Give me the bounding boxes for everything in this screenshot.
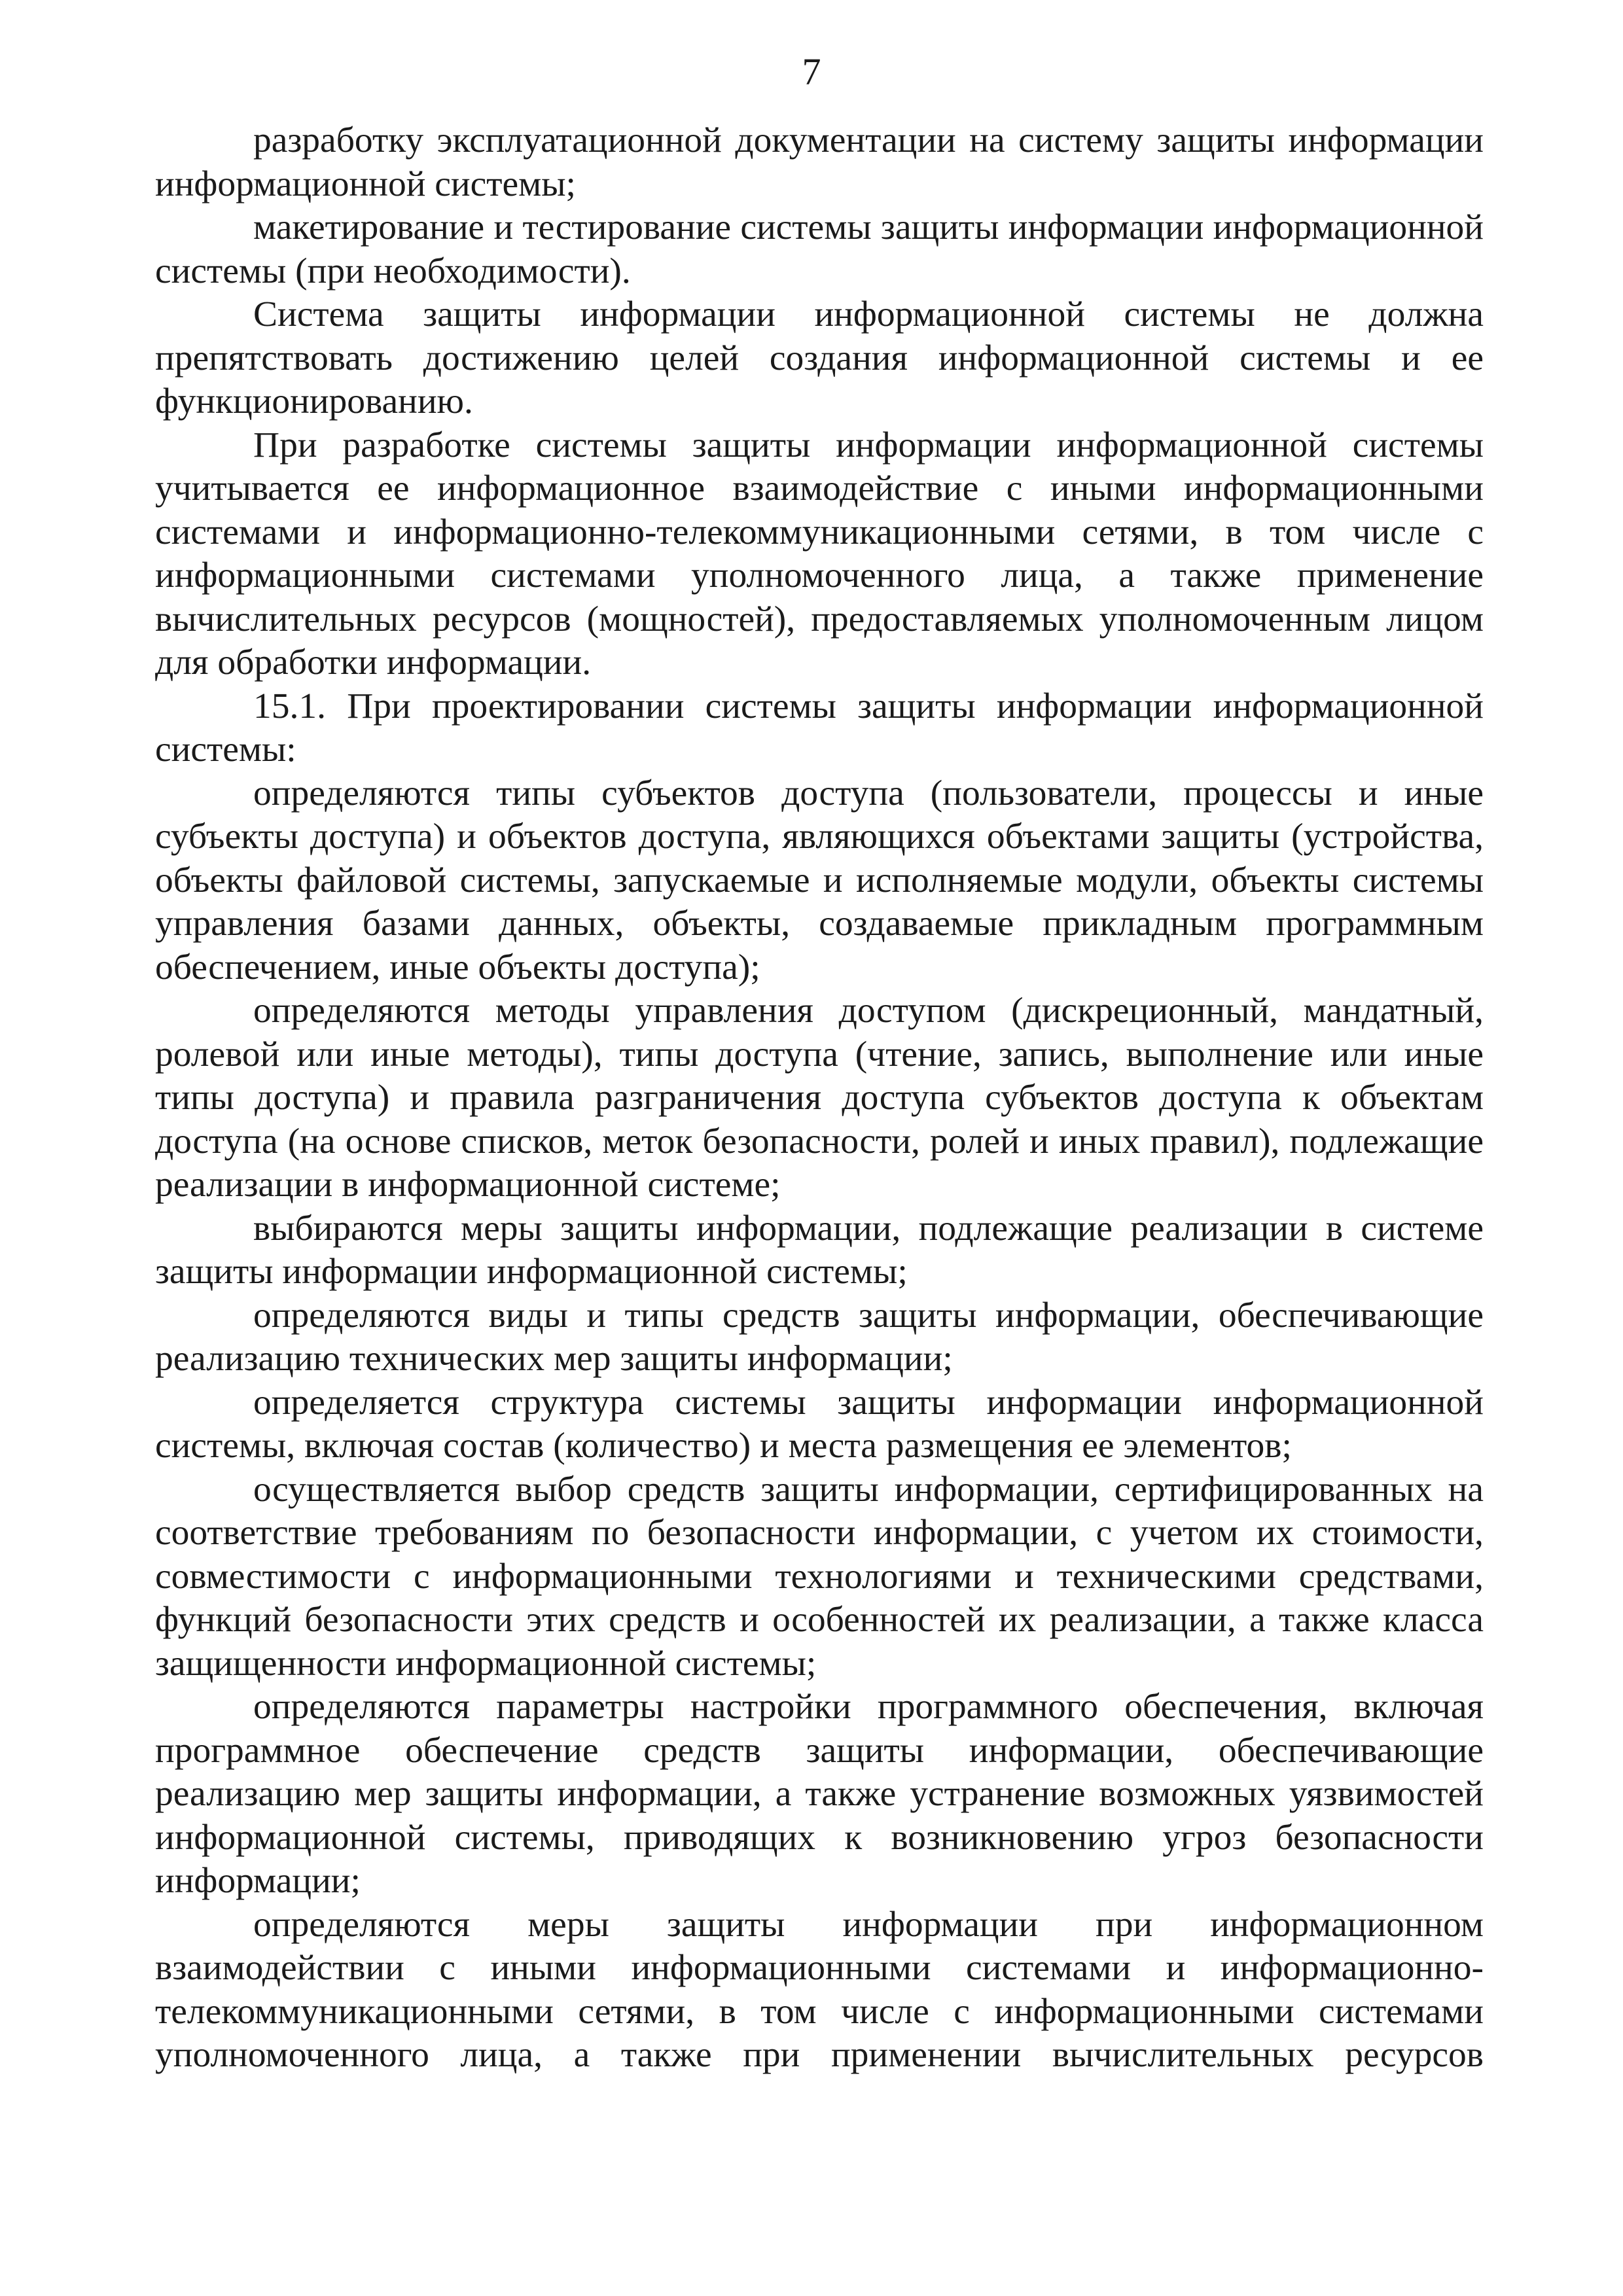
paragraph-2: макетирование и тестирование системы защиты информации информационной системы (при необходимости).: [155, 207, 1484, 291]
paragraph-3: Система защиты информации информационной системы не должна препятствовать достижению целей создания информационной системы и ее функционированию.: [155, 294, 1484, 421]
paragraph-1: разработку эксплуатационной документации на систему защиты информации информационной системы;: [155, 120, 1484, 204]
paragraph-12: определяются параметры настройки программного обеспечения, включая программное обеспечение средств защиты информации, обеспечивающие реализацию мер защиты информации, а также устранение возможных уязвимостей информационной системы, приводящих к возникновению угроз безопасности информации;: [155, 1687, 1484, 1901]
document-body: [155, 119, 1484, 2077]
paragraph-11: осуществляется выбор средств защиты информации, сертифицированных на соответствие требованиям по безопасности информации, с учетом их стоимости, совместимости с информационными технологиями и техническими средствами, функций безопасности этих средств и особенностей их реализации, а также класса защищенности информационной системы;: [155, 1469, 1484, 1684]
paragraph-13: определяются меры защиты информации при информационном взаимодействии с иными информационными системами и информационно-телекоммуникационными сетями, в том числе с информационными системами уполномоченного лица, а также при применении вычислительных ресурсов: [155, 1904, 1484, 2075]
paragraph-5: 15.1. При проектировании системы защиты информации информационной системы:: [155, 686, 1484, 769]
page-number: 7: [802, 50, 821, 93]
paragraph-4: При разработке системы защиты информации информационной системы учитывается ее информационное взаимодействие с иными информационными системами и информационно-телекоммуникационными сетями, в том числе с информационными системами уполномоченного лица, а также применение вычислительных ресурсов (мощностей), предоставляемых уполномоченным лицом для обработки информации.: [155, 425, 1484, 682]
paragraph-9: определяются виды и типы средств защиты информации, обеспечивающие реализацию технических мер защиты информации;: [155, 1295, 1484, 1379]
paragraph-6: определяются типы субъектов доступа (пользователи, процессы и иные субъекты доступа) и объектов доступа, являющихся объектами защиты (устройства, объекты файловой системы, запускаемые и исполняемые модули, объекты системы управления базами данных, объекты, создаваемые прикладным программным обеспечением, иные объекты доступа);: [155, 773, 1484, 987]
paragraph-7: определяются методы управления доступом (дискреционный, мандатный, ролевой или иные методы), типы доступа (чтение, запись, выполнение или иные типы доступа) и правила разграничения доступа субъектов доступа к объектам доступа (на основе списков, меток безопасности, ролей и иных правил), подлежащие реализации в информационной системе;: [155, 991, 1484, 1205]
paragraph-10: определяется структура системы защиты информации информационной системы, включая состав (количество) и места размещения ее элементов;: [155, 1382, 1484, 1466]
paragraph-8: выбираются меры защиты информации, подлежащие реализации в системе защиты информации информационной системы;: [155, 1208, 1484, 1292]
